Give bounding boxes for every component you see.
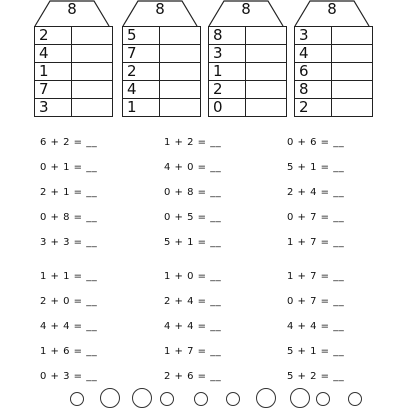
known-number-cell: 8 <box>209 27 246 45</box>
house-row <box>209 81 287 99</box>
known-number-cell: 0 <box>209 99 246 117</box>
number-house <box>294 0 370 124</box>
answer-circle <box>160 392 174 406</box>
answer-cell[interactable] <box>332 45 373 63</box>
answer-cell[interactable] <box>72 27 113 45</box>
known-number-cell: 2 <box>295 99 332 117</box>
equation[interactable]: 0 + 8 = __ <box>164 187 222 198</box>
number-house <box>122 0 198 124</box>
known-number-cell: 8 <box>295 81 332 99</box>
house-row <box>209 45 287 63</box>
house-row <box>209 27 287 45</box>
equation[interactable]: 6 + 2 = __ <box>40 137 98 148</box>
equation[interactable]: 5 + 2 = __ <box>287 371 345 382</box>
equation[interactable]: 0 + 7 = __ <box>287 212 345 223</box>
answer-cell[interactable] <box>332 81 373 99</box>
equation[interactable]: 5 + 1 = __ <box>164 237 222 248</box>
house-row <box>123 81 201 99</box>
answer-cell[interactable] <box>246 27 287 45</box>
known-number-cell: 5 <box>123 27 160 45</box>
equation[interactable]: 4 + 4 = __ <box>287 321 345 332</box>
answer-circle <box>290 388 310 408</box>
answer-cell[interactable] <box>160 81 201 99</box>
answer-cell[interactable] <box>160 63 201 81</box>
known-number-cell: 1 <box>209 63 246 81</box>
house-row <box>295 81 373 99</box>
equation[interactable]: 0 + 5 = __ <box>164 212 222 223</box>
equation[interactable]: 3 + 3 = __ <box>40 237 98 248</box>
equation[interactable]: 4 + 4 = __ <box>164 321 222 332</box>
answer-cell[interactable] <box>332 63 373 81</box>
known-number-cell: 2 <box>123 63 160 81</box>
answer-cell[interactable] <box>160 27 201 45</box>
answer-cell[interactable] <box>72 63 113 81</box>
house-row <box>35 63 113 81</box>
house-row <box>295 27 373 45</box>
house-row <box>123 27 201 45</box>
known-number-cell: 7 <box>123 45 160 63</box>
roof-number: 8 <box>327 0 337 18</box>
answer-cell[interactable] <box>72 81 113 99</box>
house-row <box>209 63 287 81</box>
known-number-cell: 7 <box>35 81 72 99</box>
known-number-cell: 4 <box>35 45 72 63</box>
equation[interactable]: 0 + 3 = __ <box>40 371 98 382</box>
equation[interactable]: 2 + 4 = __ <box>164 296 222 307</box>
known-number-cell: 6 <box>295 63 332 81</box>
known-number-cell: 3 <box>209 45 246 63</box>
roof-number: 8 <box>67 0 77 18</box>
roof-number: 8 <box>241 0 251 18</box>
house-row <box>123 63 201 81</box>
equation[interactable]: 5 + 1 = __ <box>287 346 345 357</box>
known-number-cell: 3 <box>295 27 332 45</box>
answer-circle <box>194 392 208 406</box>
answer-circle <box>70 392 84 406</box>
equation[interactable]: 4 + 4 = __ <box>40 321 98 332</box>
house-row <box>295 99 373 117</box>
equation[interactable]: 2 + 6 = __ <box>164 371 222 382</box>
answer-circle <box>100 388 120 408</box>
answer-circle <box>316 392 330 406</box>
known-number-cell: 4 <box>123 81 160 99</box>
house-row <box>295 63 373 81</box>
answer-circle <box>348 392 362 406</box>
equation[interactable]: 4 + 0 = __ <box>164 162 222 173</box>
equation[interactable]: 1 + 7 = __ <box>287 271 345 282</box>
answer-cell[interactable] <box>72 99 113 117</box>
known-number-cell: 3 <box>35 99 72 117</box>
house-row <box>35 45 113 63</box>
known-number-cell: 1 <box>123 99 160 117</box>
house-row <box>35 99 113 117</box>
equation[interactable]: 1 + 0 = __ <box>164 271 222 282</box>
answer-cell[interactable] <box>332 27 373 45</box>
answer-circle <box>256 388 276 408</box>
answer-cell[interactable] <box>332 99 373 117</box>
answer-cell[interactable] <box>246 99 287 117</box>
known-number-cell: 2 <box>209 81 246 99</box>
answer-cell[interactable] <box>72 45 113 63</box>
house-row <box>123 99 201 117</box>
equation[interactable]: 2 + 4 = __ <box>287 187 345 198</box>
equation[interactable]: 2 + 0 = __ <box>40 296 98 307</box>
house-row <box>295 45 373 63</box>
equation[interactable]: 0 + 6 = __ <box>287 137 345 148</box>
house-row <box>35 27 113 45</box>
house-grid <box>34 26 113 117</box>
house-row <box>35 81 113 99</box>
equation[interactable]: 5 + 1 = __ <box>287 162 345 173</box>
equation[interactable]: 1 + 7 = __ <box>287 237 345 248</box>
known-number-cell: 2 <box>35 27 72 45</box>
equation[interactable]: 2 + 1 = __ <box>40 187 98 198</box>
answer-cell[interactable] <box>160 45 201 63</box>
answer-cell[interactable] <box>246 63 287 81</box>
answer-circle <box>226 392 240 406</box>
number-house <box>208 0 284 124</box>
equation[interactable]: 1 + 2 = __ <box>164 137 222 148</box>
known-number-cell: 4 <box>295 45 332 63</box>
number-house <box>34 0 110 124</box>
equation[interactable]: 0 + 8 = __ <box>40 212 98 223</box>
equation[interactable]: 0 + 1 = __ <box>40 162 98 173</box>
roof-number: 8 <box>155 0 165 18</box>
house-grid <box>208 26 287 117</box>
answer-cell[interactable] <box>246 45 287 63</box>
answer-circle <box>132 388 152 408</box>
house-grid <box>294 26 373 117</box>
equation[interactable]: 1 + 1 = __ <box>40 271 98 282</box>
house-row <box>123 45 201 63</box>
equation[interactable]: 1 + 7 = __ <box>164 346 222 357</box>
known-number-cell: 1 <box>35 63 72 81</box>
equation[interactable]: 1 + 6 = __ <box>40 346 98 357</box>
house-grid <box>122 26 201 117</box>
answer-cell[interactable] <box>246 81 287 99</box>
equation[interactable]: 0 + 7 = __ <box>287 296 345 307</box>
house-row <box>209 99 287 117</box>
answer-cell[interactable] <box>160 99 201 117</box>
